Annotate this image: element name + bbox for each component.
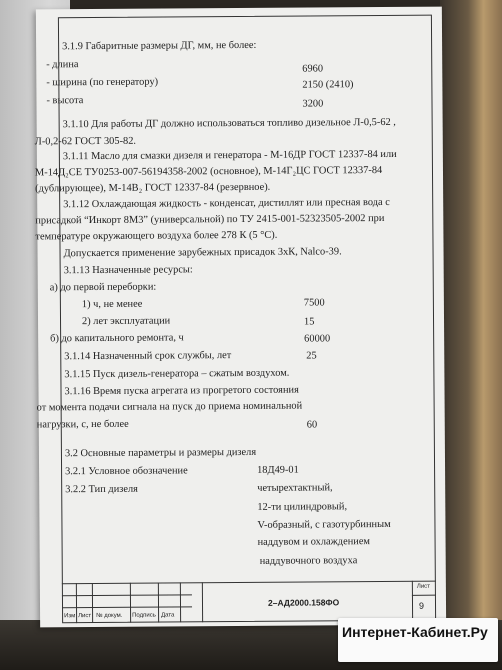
text-line: присадкой “Инкорт 8М3” (универсальной) по ТУ 2415-001-52323505-2002 при — [35, 212, 385, 227]
document-code: 2–АД2000.158ФО — [267, 597, 340, 608]
text-line: 3.1.12 Охлаждающая жидкость - конденсат, дистиллят или пресная вода с — [63, 196, 390, 211]
text-line: б) до капитального ремонта, ч — [50, 332, 184, 345]
text-line: 3.1.10 Для работы ДГ должно использоваться топливо дизельное Л-0,5-62 , — [62, 116, 396, 131]
header-doc-number: № докум. — [96, 612, 123, 620]
text-line: Л-0,2-62 ГОСТ 305-82. — [34, 135, 137, 148]
text-line: 2150 (2410) — [302, 79, 354, 91]
sheet-label: Лист — [416, 583, 430, 590]
text-line: 60 — [306, 419, 318, 431]
text-line: 3.2.1 Условное обозначение — [65, 465, 188, 478]
header-date: Дата — [161, 612, 175, 619]
text-line: 3.1.16 Время пуска агрегата из прогретого состояния — [64, 384, 299, 398]
text-line: V-образный, с газотурбинным — [257, 518, 391, 531]
text-line: 3.1.15 Пуск дизель-генератора – сжатым воздухом. — [64, 367, 290, 381]
text-line: - длина — [46, 59, 79, 71]
text-line: Допускается применение зарубежных присадок 3хК, Nalco-39. — [63, 246, 342, 260]
text-line: 1) ч, не менее — [81, 298, 143, 311]
text-line: 3.1.13 Назначенные ресурсы: — [63, 264, 193, 277]
watermark-text: Интернет-Кабинет.Ру — [342, 624, 488, 640]
header-izm: Изм — [64, 613, 76, 620]
text-line: четырехтактный, — [257, 482, 333, 494]
text-line: - высота — [46, 95, 84, 107]
background-right — [440, 0, 502, 670]
text-line: 3200 — [302, 98, 324, 110]
text-line: температуре окружающего воздуха более 278 К (5 °С). — [35, 229, 278, 243]
header-list: Лист — [78, 613, 92, 620]
text-line: 60000 — [304, 333, 331, 345]
text-line: 2) лет эксплуатации — [81, 315, 171, 328]
text-line: 3.1.11 Масло для смазки дизеля и генератора - М-16ДР ГОСТ 12337-84 или — [62, 148, 397, 163]
page-number: 9 — [418, 600, 425, 611]
text-line: а) до первой переборки: — [49, 281, 157, 294]
text-line: М-14Д₂СЕ ТУ0253-007-56194358-2002 (основное), М-14Г₂ЦС ГОСТ 12337-84 — [34, 165, 383, 179]
text-line: наддувочного воздуха — [259, 555, 358, 567]
watermark-badge — [338, 618, 498, 662]
text-line: 3.1.9 Габаритные размеры ДГ, мм, не более: — [62, 39, 257, 53]
document-page — [36, 7, 446, 628]
document-text — [34, 7, 442, 567]
text-line: 7500 — [303, 297, 325, 309]
text-line: 12-ти цилиндровый, — [257, 501, 348, 513]
text-line: нагрузки, с, не более — [36, 418, 129, 431]
text-line: 25 — [306, 350, 317, 362]
text-line: наддувом и охлаждением — [257, 536, 371, 548]
text-line: 18Д49-01 — [257, 464, 299, 476]
title-block — [62, 581, 436, 624]
text-line: 6960 — [302, 63, 324, 75]
text-line: 3.2.2 Тип дизеля — [65, 483, 138, 496]
text-line: (дублирующее), М-14В₂ ГОСТ 12337-84 (резервное). — [35, 181, 271, 195]
text-line: 3.2 Основные параметры и размеры дизеля — [64, 446, 257, 460]
text-line: 15 — [303, 316, 315, 328]
header-signature: Подпись — [132, 612, 156, 619]
text-line: - ширина (по генератору) — [46, 76, 159, 89]
text-line: от момента подачи сигнала на пуск до приема номинальной — [36, 400, 303, 414]
text-line: 3.1.14 Назначенный срок службы, лет — [64, 350, 232, 363]
